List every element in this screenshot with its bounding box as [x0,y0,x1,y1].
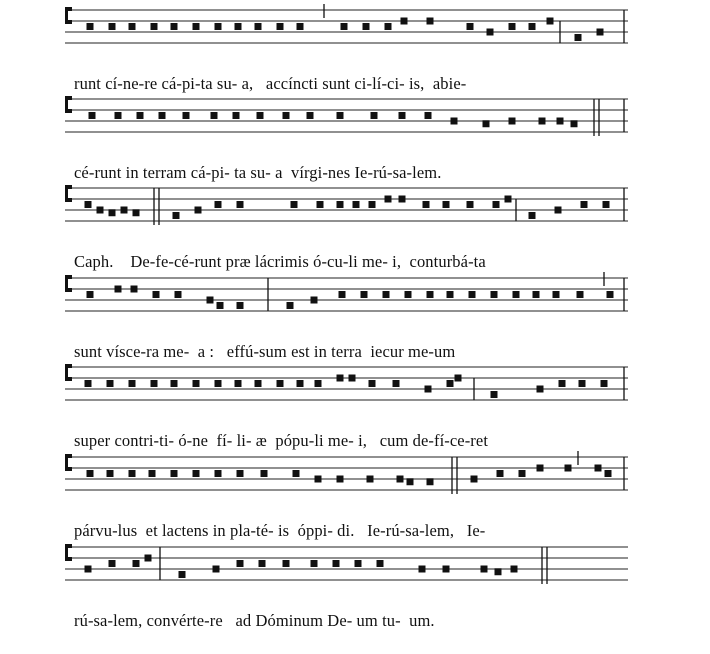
c-clef-icon [65,364,72,381]
neume [483,120,490,127]
neume [577,291,584,298]
neume [575,34,582,41]
lyric-line-5: super contri-ti- ó-ne fí- li- æ pópu-li me- i, cum de-fí-ce-ret [74,431,489,450]
neume [129,380,136,387]
neume [419,566,426,573]
neume [193,470,200,477]
neume [311,297,318,304]
neume [215,470,222,477]
neume [397,476,404,483]
neume [537,465,544,472]
neume [237,470,244,477]
neume [371,112,378,119]
neume [423,201,430,208]
neume [215,380,222,387]
neume [151,380,158,387]
neume [467,23,474,30]
neume [307,112,314,119]
neume [153,291,160,298]
neume [555,207,562,214]
neume [455,375,462,382]
neume [333,560,340,567]
neume [469,291,476,298]
neume [529,212,536,219]
neume [109,23,116,30]
c-clef-icon [65,96,72,113]
neume [349,375,356,382]
neume [491,291,498,298]
neume [355,560,362,567]
neume [193,23,200,30]
neume [277,380,284,387]
neume [377,560,384,567]
neume [393,380,400,387]
neume [405,291,412,298]
neume [195,207,202,214]
neume [337,375,344,382]
neume [217,302,224,309]
neume [491,391,498,398]
neume [547,18,554,25]
neume [107,380,114,387]
neume [341,23,348,30]
lyric-line-3: Caph. De-fe-cé-runt præ lácrimis ó-cu-li me- i, conturbá-ta [74,252,486,271]
lyric-line-4: sunt vísce-ra me- a : effú-sum est in terra iecur me-um [74,342,456,361]
neume [513,291,520,298]
neume [215,201,222,208]
neume [427,291,434,298]
neume [605,470,612,477]
neume [495,568,502,575]
neume [257,112,264,119]
lyric-line-6: párvu-lus et lactens in pla-té- is óppi- di. Ie-rú-sa-lem, Ie- [74,521,486,540]
neume [297,23,304,30]
neume [277,23,284,30]
neume [87,470,94,477]
neume [283,112,290,119]
neume [369,201,376,208]
neume [213,566,220,573]
neume [283,560,290,567]
neume [385,23,392,30]
neume [109,209,116,216]
neume [129,23,136,30]
neume [115,286,122,293]
neume [255,380,262,387]
neume [287,302,294,309]
neume [89,112,96,119]
neume [237,560,244,567]
neume [237,302,244,309]
neume [539,118,546,125]
neume [85,201,92,208]
neume [383,291,390,298]
neume [339,291,346,298]
neume [255,23,262,30]
neume [595,465,602,472]
neume [509,23,516,30]
neume [509,118,516,125]
neume [579,380,586,387]
neume [559,380,566,387]
neume [85,566,92,573]
neume [443,201,450,208]
neume [601,380,608,387]
staff-3 [65,188,628,221]
neume [85,380,92,387]
neume [607,291,614,298]
neume [399,196,406,203]
neume [211,112,218,119]
neume [471,476,478,483]
neume [171,23,178,30]
neume [107,470,114,477]
neume [311,560,318,567]
neume [237,201,244,208]
c-clef-icon [65,185,72,202]
neume [505,196,512,203]
staff-2 [65,99,628,132]
neume [179,571,186,578]
neume [425,112,432,119]
neume [97,207,104,214]
neume [529,23,536,30]
neume [159,112,166,119]
neume [207,297,214,304]
neume [369,380,376,387]
neume [553,291,560,298]
staff-7 [65,547,628,580]
neume [297,380,304,387]
neume [337,476,344,483]
neume [511,566,518,573]
c-clef-icon [65,454,72,471]
c-clef-icon [65,7,72,24]
neume [447,380,454,387]
neume [145,555,152,562]
neume [519,470,526,477]
lyric-line-1: runt cí-ne-re cá-pi-ta su- a, accíncti sunt ci-lí-ci- is, abie- [74,74,467,93]
neume [443,566,450,573]
neume [497,470,504,477]
neume [427,18,434,25]
neume [537,386,544,393]
staff-5 [65,367,628,400]
lyric-line-2: cé-runt in terram cá-pi- ta su- a vírgi-nes Ie-rú-sa-lem. [74,163,442,182]
neume [337,112,344,119]
neume [447,291,454,298]
neume [137,112,144,119]
neume [557,118,564,125]
neume [87,291,94,298]
neume [597,29,604,36]
c-clef-icon [65,275,72,292]
neume [235,380,242,387]
neume [603,201,610,208]
neume [367,476,374,483]
neume [571,120,578,127]
neume [581,201,588,208]
neume [115,112,122,119]
neume [427,478,434,485]
neume [173,212,180,219]
neume [183,112,190,119]
neume [235,23,242,30]
neume [215,23,222,30]
neume [151,23,158,30]
neume [233,112,240,119]
c-clef-icon [65,544,72,561]
neume [121,207,128,214]
neume [385,196,392,203]
neume [481,566,488,573]
neume [533,291,540,298]
neume [451,118,458,125]
neume [291,201,298,208]
neume [363,23,370,30]
neume [175,291,182,298]
lyric-line-7: rú-sa-lem, convérte-re ad Dóminum De- um tu- um. [74,611,435,630]
neume [109,560,116,567]
neume [149,470,156,477]
neume [171,380,178,387]
neume [133,209,140,216]
neume [317,201,324,208]
neume [467,201,474,208]
neume [487,29,494,36]
neume [133,560,140,567]
neume [337,201,344,208]
neume [565,465,572,472]
neume [293,470,300,477]
staff-4 [65,278,628,311]
neume [361,291,368,298]
neume [259,560,266,567]
neume [261,470,268,477]
neume [131,286,138,293]
neume [87,23,94,30]
neume [407,478,414,485]
neume [315,380,322,387]
neume [129,470,136,477]
neume [401,18,408,25]
neume [353,201,360,208]
neume [493,201,500,208]
neume [193,380,200,387]
neume [425,386,432,393]
neume [171,470,178,477]
neume [399,112,406,119]
neume [315,476,322,483]
